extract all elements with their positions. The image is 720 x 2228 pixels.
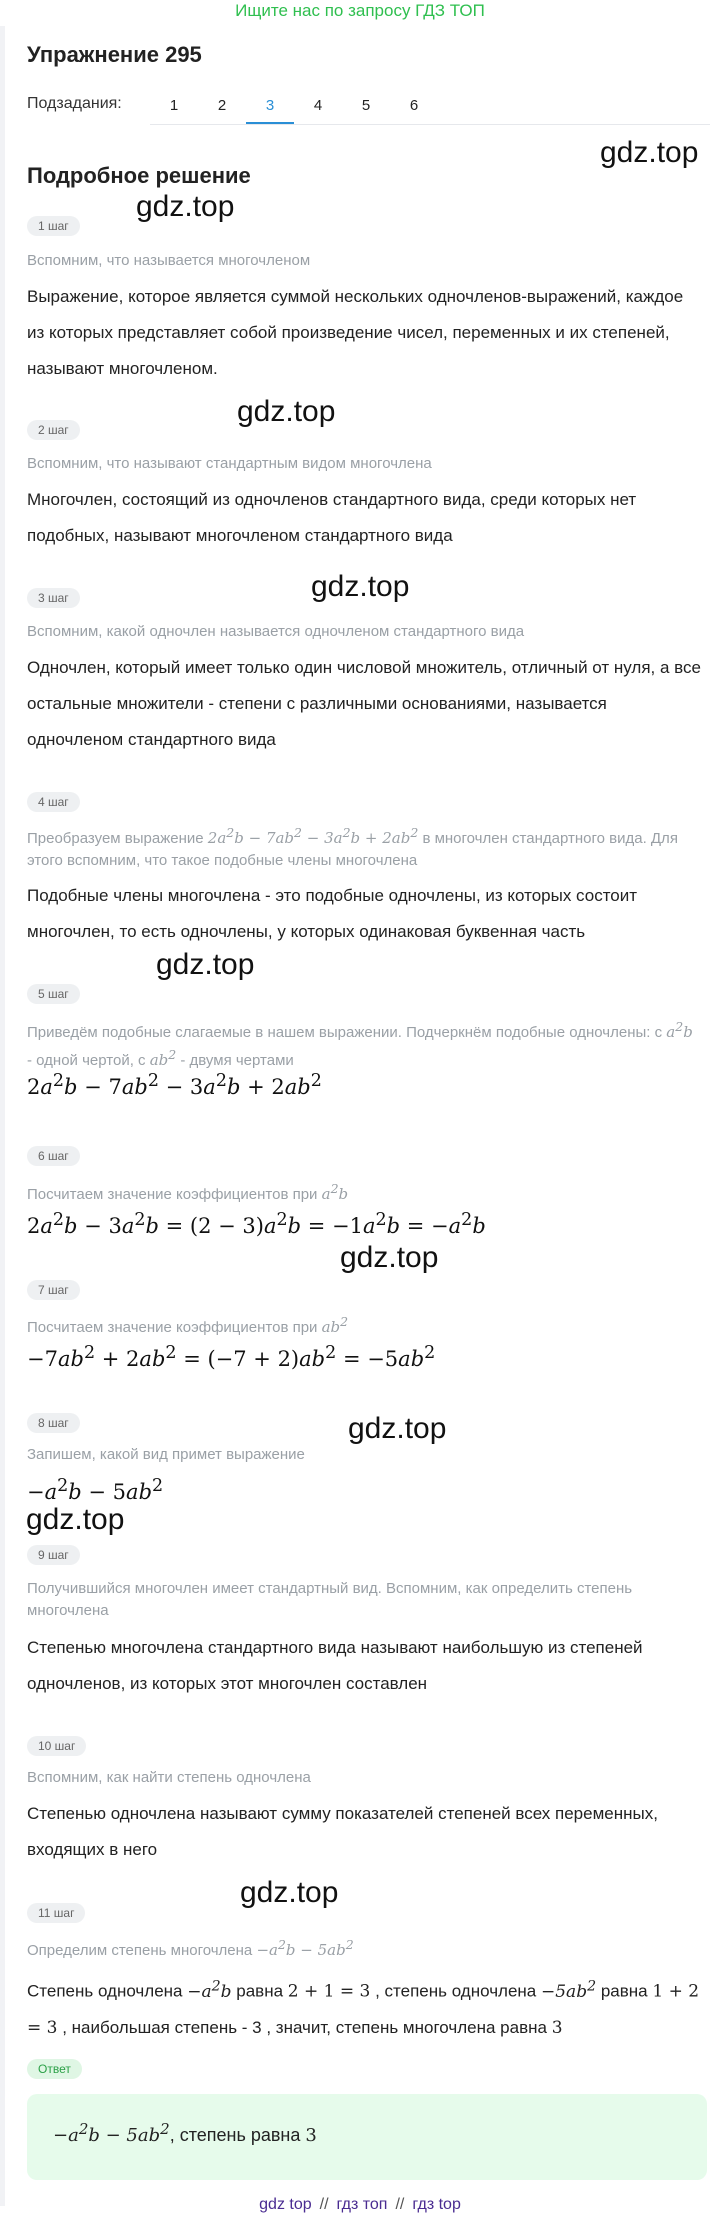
step-hint: Вспомним, что называется многочленом (27, 252, 311, 269)
step-badge: 9 шаг (27, 1545, 80, 1565)
watermark: gdz.top (600, 136, 699, 169)
answer-label: , степень равна (169, 2125, 301, 2145)
solution-title: Подробное решение (27, 163, 251, 188)
footer-link[interactable]: gdz top (259, 2196, 312, 2213)
watermark: gdz.top (156, 948, 255, 981)
text-part: , степень одночлена (375, 1981, 537, 2001)
step-badge: 4 шаг (27, 792, 80, 812)
step-badge: 11 шаг (27, 1903, 85, 1923)
step-hint: Получившийся многочлен имеет стандартный вид. Вспомним, как определить степень многочлена (27, 1580, 633, 1619)
step-hint (27, 1016, 697, 1072)
step-badge: 7 шаг (27, 1280, 80, 1300)
tab-3[interactable]: 3 (246, 90, 294, 125)
tab-6[interactable]: 6 (409, 97, 419, 114)
math-term: $-a^2b - 5ab^2$ (53, 2120, 170, 2146)
subtasks-label: Подзадания: (27, 95, 122, 112)
step-badge: 1 шаг (27, 216, 80, 236)
math-term: 2 + 1 = 3 (287, 1981, 371, 2002)
math-term: $-a^2b - 5ab^2$ (256, 1937, 354, 1959)
text-part: , наибольшая степень - 3 , значит, степень многочлена равна (62, 2017, 547, 2037)
hint-part: Приведём подобные слагаемые в нашем выражении. Подчеркнём подобные одночлены: с (27, 1024, 663, 1041)
math-equation: $-7ab^2 + 2ab^2 = (-7 + 2)ab^2 = -5ab^2$ (27, 1343, 436, 1371)
text-part: равна (600, 1981, 648, 2001)
watermark: gdz.top (237, 395, 336, 428)
step-text: Степенью одночлена называют сумму показателей степеней всех переменных, входящих в него (27, 1804, 658, 1859)
math-underlined-expression: $2a^2b - 7ab^2 - 3a^2b + 2ab^2$ (27, 1071, 322, 1099)
answer-badge: Ответ (27, 2059, 82, 2079)
step-badge: 6 шаг (27, 1146, 80, 1166)
step-hint: Запишем, какой вид примет выражение (27, 1446, 305, 1463)
step-badge: 5 шаг (27, 984, 80, 1004)
step-hint: Вспомним, какой одночлен называется одночленом стандартного вида (27, 623, 525, 640)
math-term: $-5ab^2$ (541, 1978, 597, 2002)
math-term: 1 + 2 = 3 (27, 1981, 700, 2038)
step-text: Степенью многочлена стандартного вида называют наибольшую из степеней одночленов, из которых этот многочлен составлен (27, 1638, 643, 1693)
math-expression: $2a^2b - 7ab^2 - 3a^2b + 2ab^2$ (207, 825, 419, 847)
step-text (27, 1968, 702, 2046)
step-hint: Вспомним, что называют стандартным видом многочлена (27, 455, 432, 472)
footer-separator: // (319, 2196, 329, 2213)
tabs-divider (150, 124, 710, 125)
math-term: $a^2b$ (321, 1181, 349, 1203)
answer-text (53, 2120, 317, 2146)
math-term: $-a^2b$ (187, 1978, 232, 2002)
math-term: $a^2b$ (666, 1019, 693, 1041)
watermark: gdz.top (136, 190, 235, 223)
tab-5[interactable]: 5 (361, 97, 371, 114)
footer-links (0, 2196, 720, 2214)
page-title: Упражнение 295 (27, 42, 202, 67)
top-banner[interactable]: Ищите нас по запросу ГДЗ ТОП (235, 1, 485, 20)
step-badge: 10 шаг (27, 1736, 86, 1756)
step-badge: 2 шаг (27, 420, 80, 440)
watermark: gdz.top (340, 1241, 439, 1274)
left-rule (0, 26, 5, 2206)
tab-4[interactable]: 4 (313, 97, 323, 114)
step-text: Выражение, которое является суммой нескольких одночленов-выражений, каждое из которых представляет собой произведение чисел, переменных и их степеней, называют многочленом. (27, 287, 684, 378)
step-hint (27, 1311, 697, 1339)
tab-2[interactable]: 2 (217, 97, 227, 114)
math-equation: $2a^2b - 3a^2b = (2 - 3)a^2b = -1a^2b = -a^2b$ (27, 1210, 486, 1238)
tab-1[interactable]: 1 (169, 97, 179, 114)
text-part: равна (236, 1981, 284, 2001)
step-text: Подобные члены многочлена - это подобные одночлены, из которых состоит многочлен, то есть одночлены, у которых одинаковая буквенная часть (27, 886, 638, 941)
watermark: gdz.top (240, 1876, 339, 1909)
hint-part: Посчитаем значение коэффициентов при (27, 1186, 318, 1203)
watermark: gdz.top (26, 1503, 125, 1536)
text-part: Степень одночлена (27, 1981, 183, 2001)
math-term: $ab^2$ (149, 1047, 177, 1069)
math-expression: $-a^2b - 5ab^2$ (27, 1476, 164, 1504)
math-term: 3 (305, 2125, 317, 2146)
step-badge: 8 шаг (27, 1413, 80, 1433)
math-term: $ab^2$ (321, 1314, 349, 1336)
footer-link[interactable]: гдз топ (336, 2196, 388, 2213)
step-text: Одночлен, который имеет только один числовой множитель, отличный от нуля, а все остальные множители - степени с различными основаниями, называется одночленом стандартного вида (27, 658, 701, 749)
subtasks-tabs (150, 90, 438, 125)
step-hint (27, 1934, 697, 1962)
math-term: 3 (551, 2017, 563, 2038)
hint-part: Посчитаем значение коэффициентов при (27, 1319, 318, 1336)
footer-separator: // (395, 2196, 405, 2213)
hint-part: в многочлен стандартного вида. Для этого вспомним, что такое подобные члены многочлена (27, 830, 678, 869)
footer-link[interactable]: гдз top (412, 2196, 461, 2213)
step-hint (27, 822, 697, 872)
hint-part: - одной чертой, с (27, 1052, 146, 1069)
hint-part: Определим степень многочлена (27, 1942, 253, 1959)
step-hint: Вспомним, как найти степень одночлена (27, 1769, 311, 1786)
step-text: Многочлен, состоящий из одночленов стандартного вида, среди которых нет подобных, называют многочленом стандартного вида (27, 490, 637, 545)
step-hint (27, 1178, 697, 1206)
step-badge: 3 шаг (27, 588, 80, 608)
hint-part: - двумя чертами (180, 1052, 294, 1069)
hint-part: Преобразуем выражение (27, 830, 204, 847)
watermark: gdz.top (311, 570, 410, 603)
watermark: gdz.top (348, 1412, 447, 1445)
